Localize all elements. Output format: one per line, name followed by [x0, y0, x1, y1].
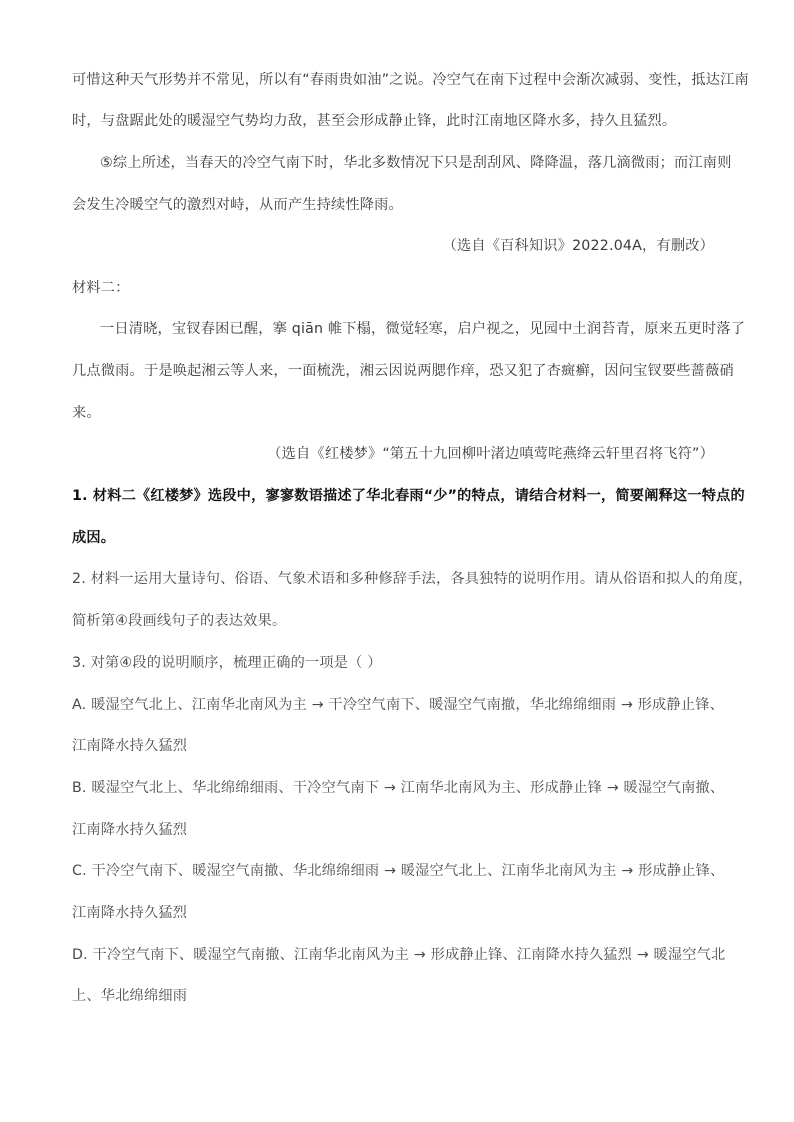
- option-d-line2: 上、华北绵绵细雨: [72, 988, 188, 1004]
- option-b-line2: 江南降水持久猛烈: [72, 822, 188, 838]
- material1-para5-line1: ⑤综上所述，当春天的冷空气南下时，华北多数情况下只是刮刮风、降降温，落几滴微雨；而江南则: [100, 155, 732, 171]
- question-2-line2: 简析第④段画线句子的表达效果。: [72, 613, 287, 629]
- question-3-stem: 3. 对第④段的说明顺序，梳理正确的一项是（ ）: [72, 655, 382, 671]
- option-a-line2: 江南降水持久猛烈: [72, 738, 188, 754]
- option-d-line1: D. 干冷空气南下、暖湿空气南撤、江南华北南风为主 → 形成静止锋、江南降水持久猛烈 → 暖湿空气北: [72, 947, 726, 963]
- question-1-line1: 1. 材料二《红楼梦》选段中，寥寥数语描述了华北春雨“少”的特点，请结合材料一，简要阐释这一特点的: [72, 488, 745, 504]
- question-2-line1: 2. 材料一运用大量诗句、俗语、气象术语和多种修辞手法，各具独特的说明作用。请从俗语和拟人的角度，: [72, 571, 753, 587]
- material1-para5-line2: 会发生冷暖空气的激烈对峙，从而产生持续性降雨。: [72, 197, 403, 213]
- material1-source: （选自《百科知识》2022.04A，有删改）: [442, 238, 714, 254]
- material2-body-line1: 一日清晓，宝钗春困已醒，搴 qiān 帷下榻，微觉轻寒，启户视之，见园中土润苔青，原来五更时落了: [100, 321, 746, 337]
- material2-source: （选自《红楼梦》“第五十九回柳叶渚边嗔莺咤燕绛云轩里召将飞符”）: [267, 446, 714, 462]
- material2-body-line2: 几点微雨。于是唤起湘云等人来，一面梳洗，湘云因说两腮作痒，恐又犯了杏癍癣，因问宝钗要些蔷薇硝: [72, 363, 734, 379]
- option-c-line1: C. 干冷空气南下、暖湿空气南撤、华北绵绵细雨 → 暖湿空气北上、江南华北南风为主 → 形成静止锋、: [72, 863, 725, 879]
- material1-para4-line2: 时，与盘踞此处的暖湿空气势均力敌，甚至会形成静止锋，此时江南地区降水多，持久且猛烈。: [72, 113, 677, 129]
- material2-body-line3: 来。: [72, 405, 101, 421]
- option-c-line2: 江南降水持久猛烈: [72, 905, 188, 921]
- question-1-line2: 成因。: [72, 530, 116, 546]
- option-b-line1: B. 暖湿空气北上、华北绵绵细雨、干冷空气南下 → 江南华北南风为主、形成静止锋 → 暖湿空气南撤、: [72, 780, 725, 796]
- material1-para4-line1: 可惜这种天气形势并不常见，所以有“春雨贵如油”之说。冷空气在南下过程中会渐次减弱、变性，抵达江南: [72, 72, 749, 88]
- option-a-line1: A. 暖湿空气北上、江南华北南风为主 → 干冷空气南下、暖湿空气南撤，华北绵绵细雨 → 形成静止锋、: [72, 697, 724, 713]
- material2-heading: 材料二：: [72, 280, 130, 296]
